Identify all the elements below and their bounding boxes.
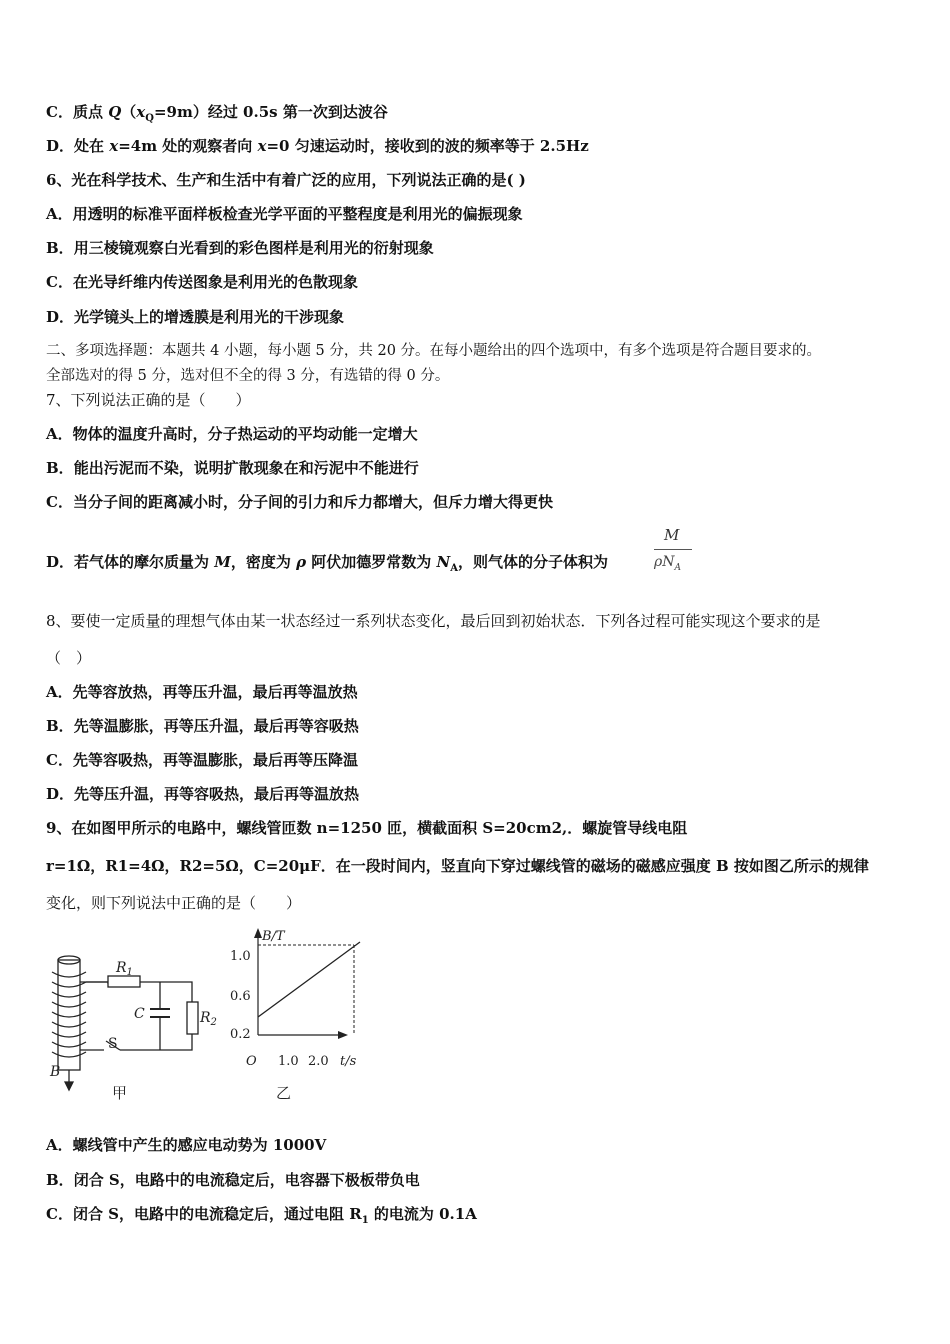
circuit-diagram (52, 956, 198, 1090)
label-r2: $R_2$ (200, 1010, 217, 1028)
x-axis-arrow (338, 1031, 348, 1039)
q8-stem-line2: （ ） (46, 649, 92, 667)
q7-option-d: D．若气体的摩尔质量为 M，密度为 ρ 阿伏加德罗常数为 $N_A$，则气体的分子体积为 (46, 553, 609, 574)
q6-option-a: A．用透明的标准平面样板检查光学平面的平整程度是利用光的偏振现象 (46, 205, 523, 223)
x-tick-2-0: 2.0 (308, 1054, 329, 1069)
q6-stem: 6、光在科学技术、生产和生活中有着广泛的应用，下列说法正确的是( ) (46, 171, 526, 189)
label-s: S (108, 1036, 118, 1052)
y-tick-0-2: 0.2 (230, 1027, 251, 1042)
q7-option-c: C．当分子间的距离减小时，分子间的引力和斥力都增大，但斥力增大得更快 (46, 493, 553, 511)
y-tick-1-0: 1.0 (230, 949, 251, 964)
resistor-r1 (108, 976, 140, 987)
fraction-denominator: $\rho N_A$ (654, 554, 681, 573)
label-c: C (134, 1006, 145, 1022)
q7-stem: 7、下列说法正确的是（ ） (46, 391, 251, 409)
q9-figure (40, 920, 380, 1110)
q9-stem-line1: 9、在如图甲所示的电路中，螺线管匝数 n=1250 匝，横截面积 S=20cm2,．螺旋管导线电阻 (46, 819, 688, 837)
origin-label: O (246, 1054, 257, 1069)
q9-option-c: C．闭合 S，电路中的电流稳定后，通过电阻 $R_1$ 的电流为 0.1A (46, 1205, 477, 1226)
label-r1: $R_1$ (116, 960, 133, 978)
caption-jia: 甲 (112, 1084, 128, 1102)
q8-option-d: D．先等压升温，再等容吸热，最后再等温放热 (46, 785, 360, 803)
section2-header-line1: 二、多项选择题：本题共 4 小题，每小题 5 分，共 20 分。在每小题给出的四个选项中，有多个选项是符合题目要求的。 (46, 343, 822, 359)
x-axis-label: t/s (340, 1054, 357, 1069)
label-b: B (50, 1064, 61, 1080)
q8-stem-line1: 8、要使一定质量的理想气体由某一状态经过一系列状态变化，最后回到初始状态．下列各过程可能实现这个要求的是 (46, 612, 821, 630)
q5-option-c: C．质点 $Q(x_Q=9m)$经过 0.5s 第一次到达波谷 (46, 103, 388, 124)
q9-stem-line3: 变化，则下列说法中正确的是（ ） (46, 894, 302, 912)
q9-option-b: B．闭合 S，电路中的电流稳定后，电容器下极板带负电 (46, 1171, 420, 1189)
option-label: C． (46, 103, 73, 121)
q8-option-c: C．先等容吸热，再等温膨胀，最后再等压降温 (46, 751, 358, 769)
fraction-numerator: M (664, 526, 680, 544)
q7-option-b: B．能出污泥而不染，说明扩散现象在和污泥中不能进行 (46, 459, 419, 477)
q6-option-c: C．在光导纤维内传送图象是利用光的色散现象 (46, 273, 358, 291)
b-t-data-line (258, 942, 360, 1017)
q8-option-b: B．先等温膨胀，再等压升温，最后再等容吸热 (46, 717, 359, 735)
x-tick-1-0: 1.0 (278, 1054, 299, 1069)
y-tick-0-6: 0.6 (230, 989, 251, 1004)
section2-header-line2: 全部选对的得 5 分，选对但不全的得 3 分，有选错的得 0 分。 (46, 368, 450, 384)
q9-stem-line2: r=1Ω，R1=4Ω，R2=5Ω，C=20μF．在一段时间内，竖直向下穿过螺线管的磁场的磁感应强度 B 按如图乙所示的规律 (46, 857, 869, 875)
molecular-volume-fraction (652, 524, 694, 580)
q6-option-b: B．用三棱镜观察白光看到的彩色图样是利用光的衍射现象 (46, 239, 434, 257)
q5-option-d: D．处在 x=4m 处的观察者向 x=0 匀速运动时，接收到的波的频率等于 2.5Hz (46, 137, 589, 155)
q7-option-a: A．物体的温度升高时，分子热运动的平均动能一定增大 (46, 425, 418, 443)
resistor-r2 (187, 1002, 198, 1034)
q6-option-d: D．光学镜头上的增透膜是利用光的干涉现象 (46, 308, 345, 326)
y-axis-arrow (254, 928, 262, 938)
q9-option-a: A．螺线管中产生的感应电动势为 1000V (46, 1136, 327, 1154)
q8-option-a: A．先等容放热，再等压升温，最后再等温放热 (46, 683, 358, 701)
caption-yi: 乙 (276, 1084, 292, 1102)
y-axis-label: B/T (262, 929, 285, 944)
fraction-bar (654, 549, 692, 550)
b-t-graph (230, 928, 360, 1102)
